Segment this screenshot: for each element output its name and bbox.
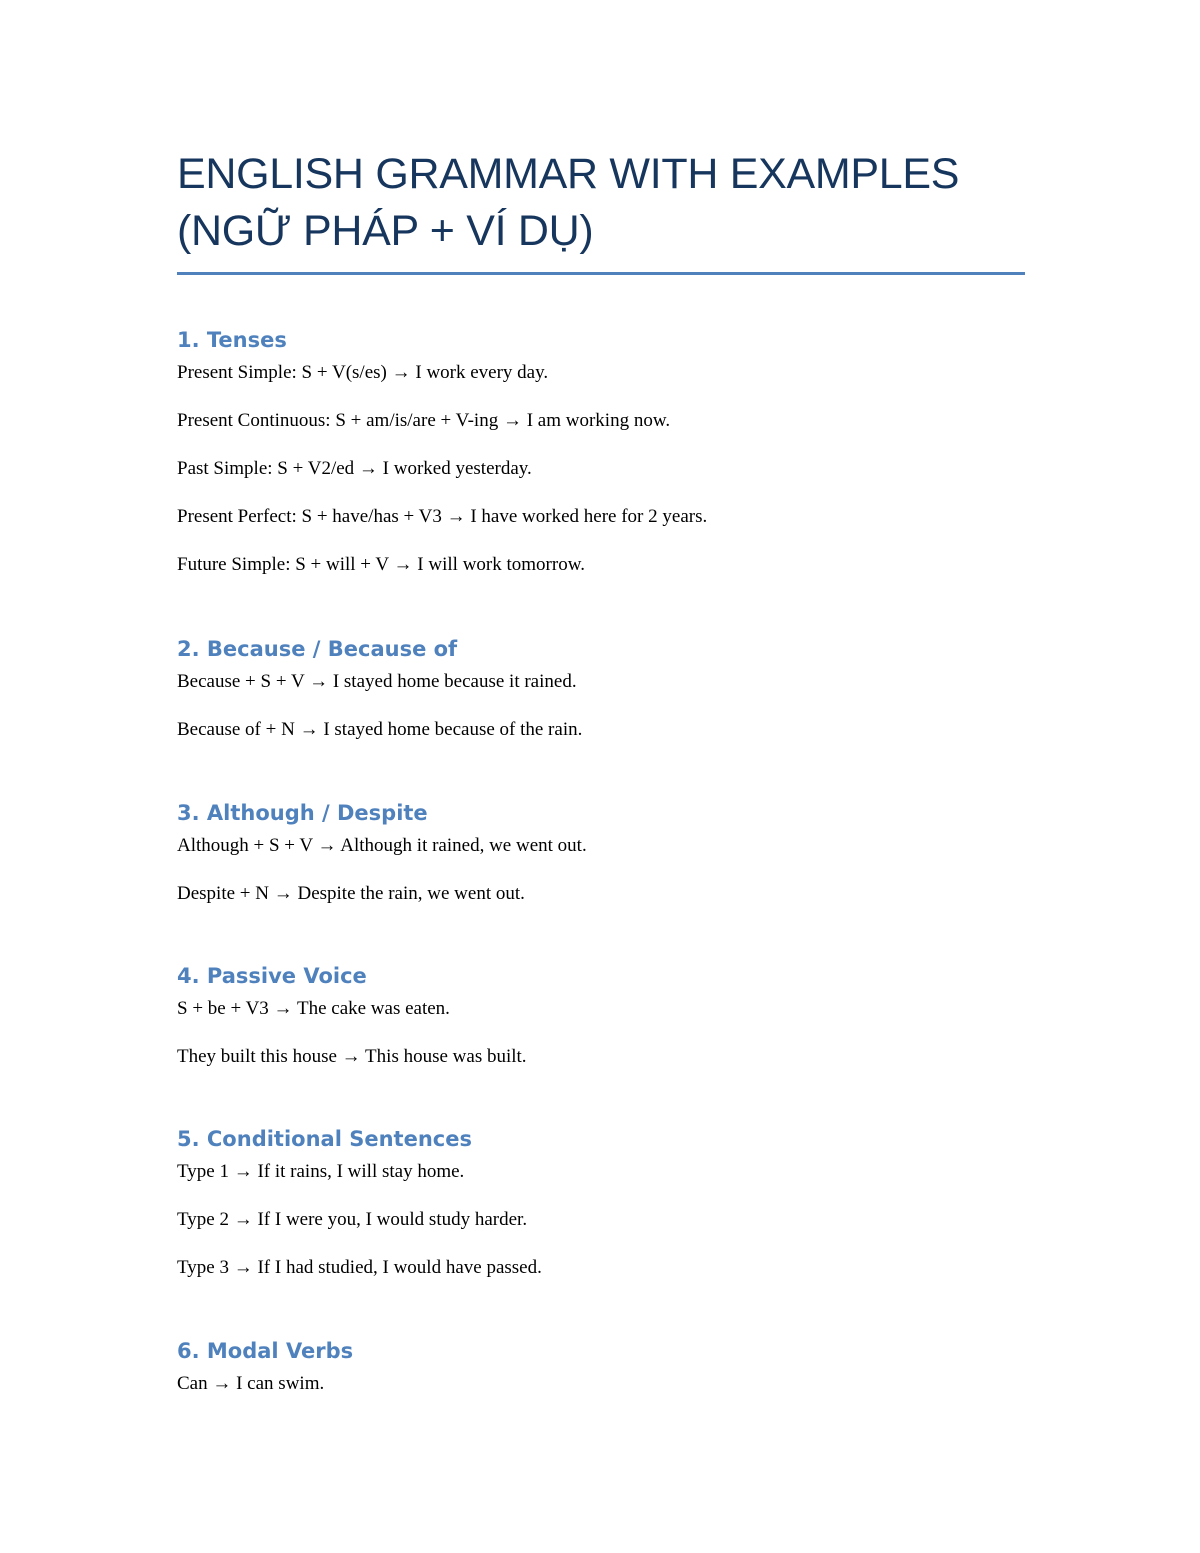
section-although: [177, 799, 1037, 907]
example-line: Type 2 → If I were you, I would study harder.: [177, 1209, 528, 1230]
example-line: Despite + N → Despite the rain, we went out.: [177, 883, 525, 904]
example-line: Because + S + V → I stayed home because it rained.: [177, 671, 577, 692]
example-line: Can → I can swim.: [177, 1373, 325, 1394]
section-passive-voice: [177, 962, 1037, 1070]
title-line-2: (NGỮ PHÁP + VÍ DỤ): [177, 207, 594, 255]
section-heading: 1. Tenses: [177, 328, 287, 352]
section-modal-verbs: [177, 1337, 1037, 1397]
example-line: Although + S + V → Although it rained, we went out.: [177, 835, 587, 856]
section-heading: 2. Because / Because of: [177, 637, 458, 661]
example-line: Future Simple: S + will + V → I will work tomorrow.: [177, 554, 585, 575]
section-heading: 5. Conditional Sentences: [177, 1127, 472, 1151]
example-line: Because of + N → I stayed home because of the rain.: [177, 719, 583, 740]
example-line: Past Simple: S + V2/ed → I worked yesterday.: [177, 458, 532, 479]
example-line: Present Continuous: S + am/is/are + V-ing → I am working now.: [177, 410, 671, 431]
example-line: They built this house → This house was built.: [177, 1046, 527, 1067]
example-line: Type 1 → If it rains, I will stay home.: [177, 1161, 465, 1182]
document-title: [177, 146, 1025, 260]
section-heading: 4. Passive Voice: [177, 964, 367, 988]
example-line: S + be + V3 → The cake was eaten.: [177, 998, 450, 1019]
section-heading: 3. Although / Despite: [177, 801, 428, 825]
section-tenses: [177, 326, 1037, 578]
section-heading: 6. Modal Verbs: [177, 1339, 354, 1363]
example-line: Type 3 → If I had studied, I would have passed.: [177, 1257, 542, 1278]
example-line: Present Simple: S + V(s/es) → I work every day.: [177, 362, 549, 383]
section-because: [177, 635, 1037, 743]
section-conditionals: [177, 1125, 1037, 1281]
title-line-1: ENGLISH GRAMMAR WITH EXAMPLES: [177, 150, 960, 198]
title-underline: [177, 272, 1025, 275]
example-line: Present Perfect: S + have/has + V3 → I have worked here for 2 years.: [177, 506, 708, 527]
